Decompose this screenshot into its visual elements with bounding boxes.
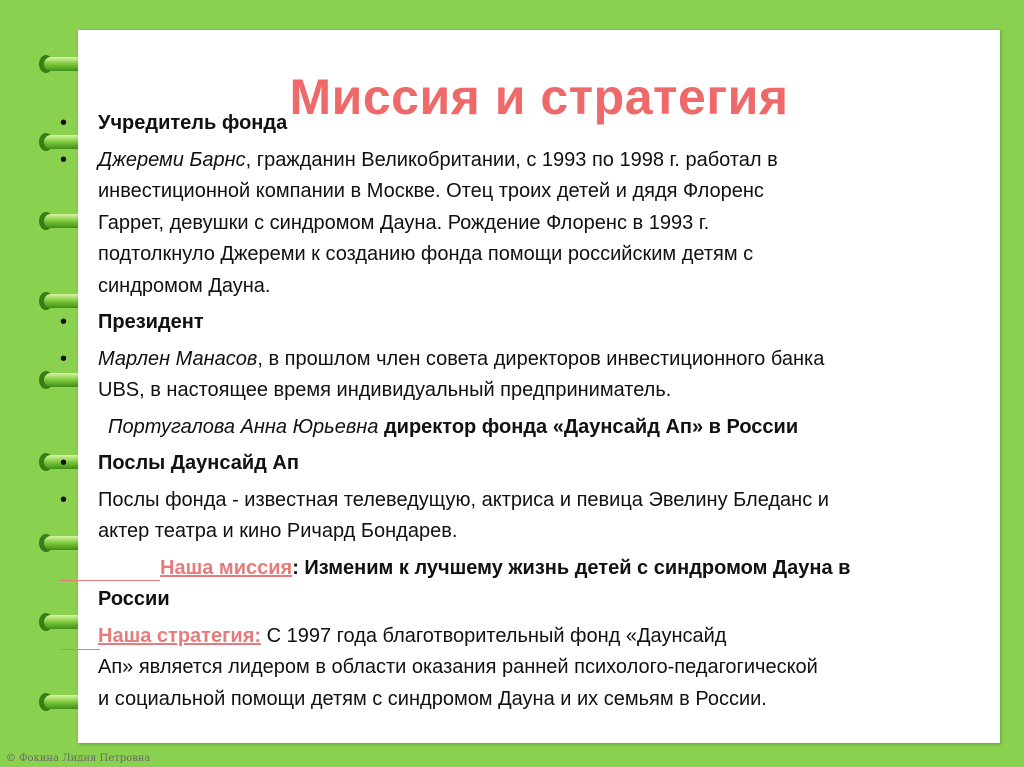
strategy-text: С 1997 года благотворительный фонд «Даунсайд bbox=[261, 624, 727, 647]
list-item bbox=[60, 108, 978, 140]
decorative-underline bbox=[60, 580, 160, 581]
president-text: , в прошлом член совета директоров инвестиционного банка bbox=[257, 347, 825, 370]
mission-text: России bbox=[98, 588, 170, 610]
strategy-text: Ап» является лидером в области оказания ранней психолого-педагогической bbox=[98, 656, 818, 678]
founder-text: , гражданин Великобритании, с 1993 по 1998 г. работал в bbox=[245, 148, 778, 171]
decorative-underline bbox=[60, 649, 100, 650]
founder-heading: Учредитель фонда bbox=[98, 112, 288, 134]
director-name: Португалова Анна Юрьевна bbox=[108, 415, 379, 438]
slide-content bbox=[60, 108, 978, 715]
bullet-icon: • bbox=[60, 488, 68, 511]
founder-text: синдромом Дауна. bbox=[98, 274, 271, 297]
president-name: Марлен Манасов bbox=[98, 347, 258, 370]
ambassadors-text: Послы фонда - известная телеведущую, актриса и певица Эвелину Бледанс и bbox=[98, 488, 829, 511]
slide-title: Миссия и стратегия bbox=[289, 69, 789, 125]
founder-name: Джереми Барнс bbox=[98, 148, 246, 171]
president-text: UBS, в настоящее время индивидуальный предприниматель. bbox=[98, 379, 672, 401]
bullet-icon: • bbox=[60, 452, 68, 474]
bullet-icon: • bbox=[60, 112, 68, 134]
mission-link[interactable]: Наша миссия bbox=[160, 556, 293, 579]
bullet-icon: • bbox=[60, 148, 68, 171]
bullet-icon: • bbox=[60, 347, 68, 370]
founder-text: подтолкнуло Джереми к созданию фонда помощи российским детям с bbox=[98, 243, 754, 265]
director-text: директор фонда «Даунсайд Ап» в России bbox=[378, 415, 799, 438]
list-item bbox=[60, 448, 978, 480]
footer-credit: © Фокина Лидия Петровна bbox=[6, 753, 151, 764]
list-item bbox=[60, 307, 978, 339]
president-heading: Президент bbox=[98, 311, 204, 333]
ambassadors-heading: Послы Даунсайд Ап bbox=[98, 452, 299, 474]
strategy-link[interactable]: Наша стратегия: bbox=[98, 624, 262, 647]
mission-line bbox=[98, 553, 978, 616]
strategy-text: и социальной помощи детям с синдромом Дауна и их семьям в России. bbox=[98, 687, 767, 710]
list-item bbox=[60, 145, 978, 303]
founder-text: Гаррет, девушки с синдромом Дауна. Рождение Флоренс в 1993 г. bbox=[98, 211, 710, 234]
bullet-icon: • bbox=[60, 311, 68, 333]
ambassadors-text: актер театра и кино Ричард Бондарев. bbox=[98, 520, 458, 542]
founder-text: инвестиционной компании в Москве. Отец троих детей и дядя Флоренс bbox=[98, 180, 764, 202]
mission-text: : Изменим к лучшему жизнь детей с синдромом Дауна в bbox=[292, 556, 851, 579]
strategy-line bbox=[98, 621, 978, 716]
slide-page bbox=[60, 30, 1000, 743]
director-line bbox=[98, 412, 978, 444]
list-item bbox=[60, 485, 978, 548]
list-item bbox=[60, 344, 978, 407]
